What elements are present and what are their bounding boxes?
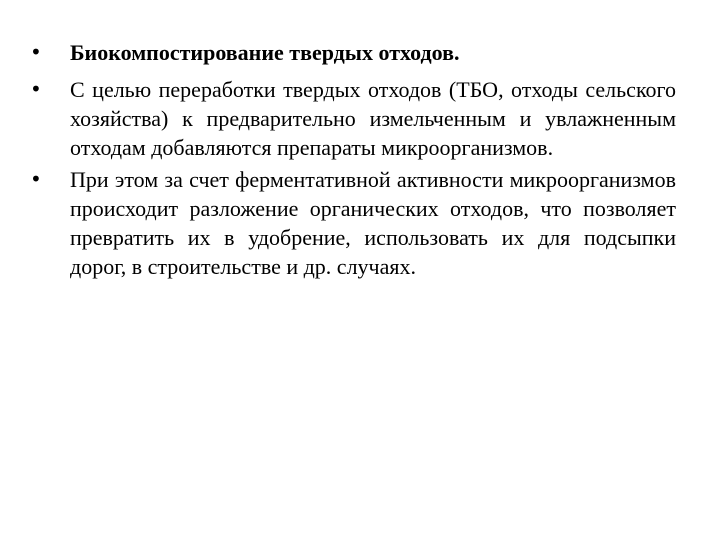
- bullet-item-purpose: [30, 75, 676, 162]
- bullet-dot-icon: •: [30, 40, 42, 64]
- bullet-text: Биокомпостирование твердых отходов.: [70, 40, 460, 65]
- bullet-dot-icon: •: [30, 167, 42, 191]
- bullet-item-mechanism: [30, 165, 676, 281]
- bullet-list: [30, 38, 676, 284]
- bullet-item-title: [30, 38, 676, 67]
- bullet-text: С целью переработки твердых отходов (ТБО, отходы сельского хозяйства) к предварительно измельченным и увлажненным отходам добавляются препараты микроорганизмов.: [70, 77, 676, 160]
- bullet-text: При этом за счет ферментативной активности микроорганизмов происходит разложение органических отходов, что позволяет превратить их в удобрение, использовать их для подсыпки дорог, в строительстве и др. случаях.: [70, 167, 676, 279]
- bullet-dot-icon: •: [30, 77, 42, 101]
